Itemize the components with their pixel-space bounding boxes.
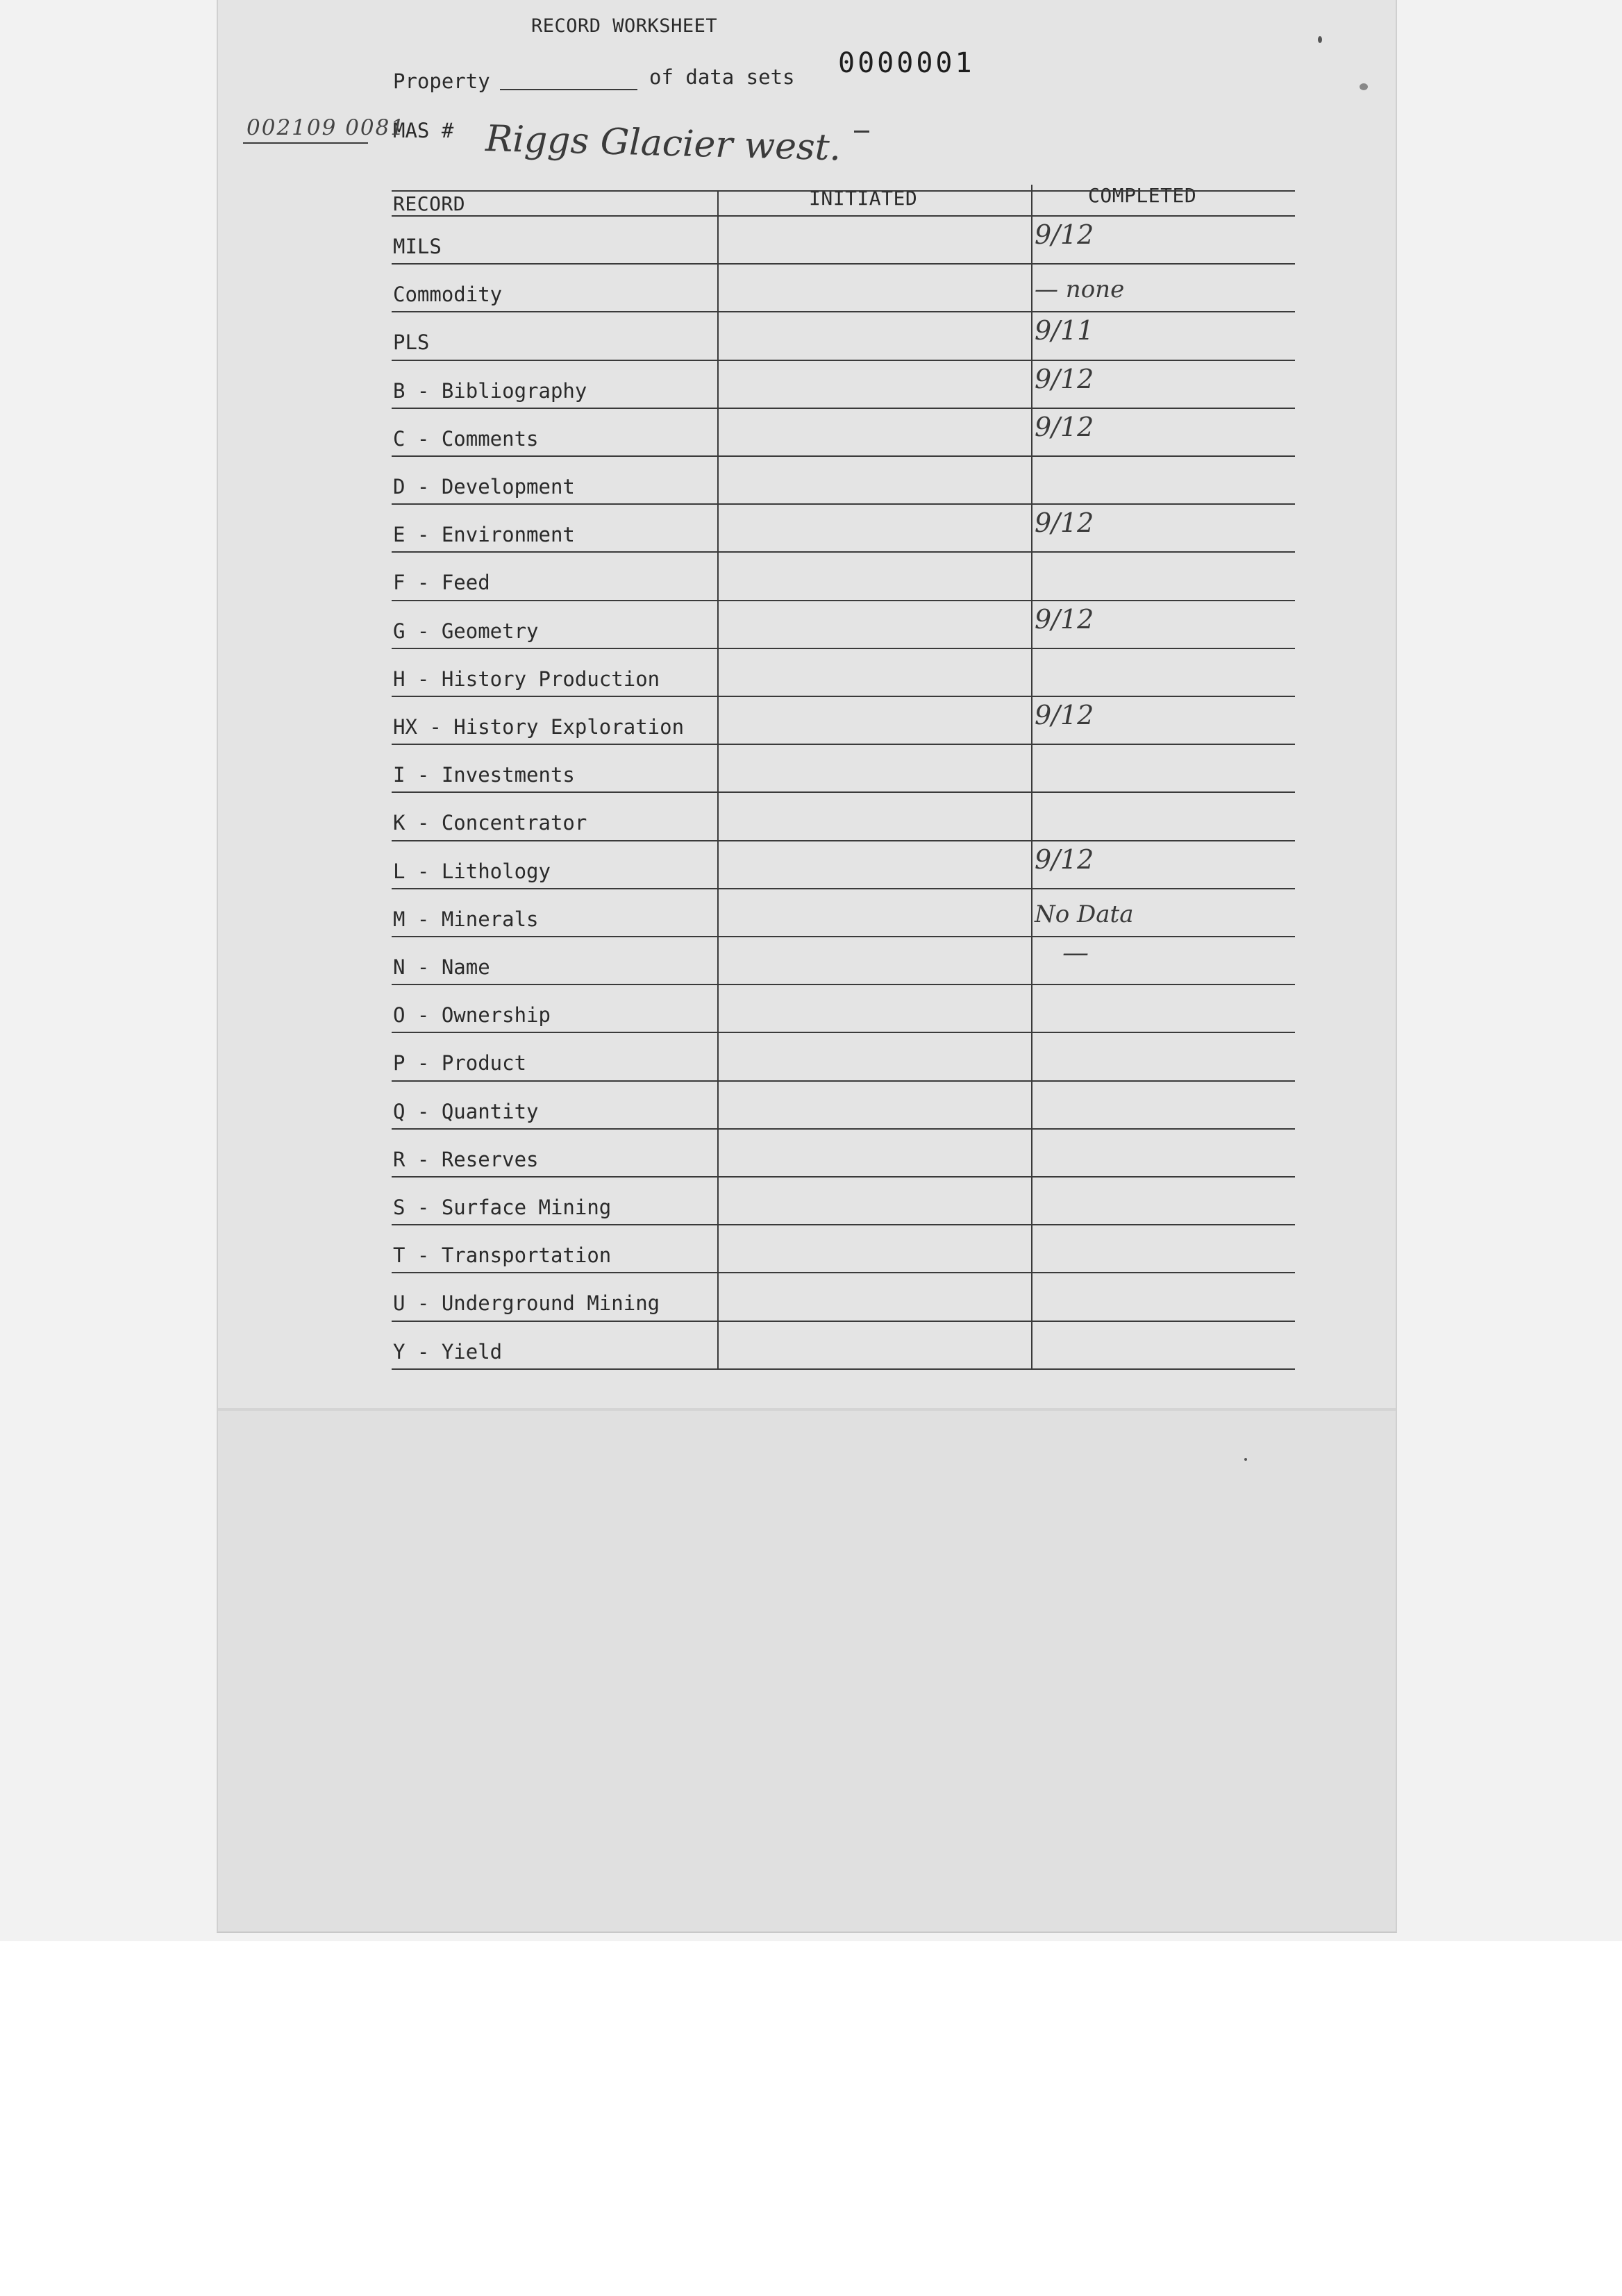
record-row-label: U - Underground Mining xyxy=(393,1291,660,1316)
table-row-rule xyxy=(392,696,1295,697)
table-row-rule xyxy=(392,744,1295,745)
table-row-rule xyxy=(392,648,1295,649)
completed-entry: 9/11 xyxy=(1035,315,1094,346)
scan-speck xyxy=(1360,83,1368,90)
record-row-label: K - Concentrator xyxy=(393,811,587,835)
table-row-rule xyxy=(392,791,1295,793)
column-header-record: RECORD xyxy=(393,192,466,215)
completed-entry: No Data xyxy=(1035,900,1134,928)
table-row-rule xyxy=(392,263,1295,265)
table-row-rule xyxy=(392,408,1295,409)
record-row-label: HX - History Exploration xyxy=(393,715,685,739)
table-row-rule xyxy=(392,1272,1295,1273)
record-row-label: G - Geometry xyxy=(393,619,539,643)
table-row-rule xyxy=(392,455,1295,457)
completed-entry: 9/12 xyxy=(1035,700,1094,730)
completed-entry: — xyxy=(1062,937,1089,968)
property-name-handwritten: Riggs Glacier west. xyxy=(485,118,842,169)
record-row-label: H - History Production xyxy=(393,667,660,691)
table-row-rule xyxy=(392,936,1295,937)
column-header-initiated: INITIATED xyxy=(809,187,918,210)
table-row-rule xyxy=(392,1368,1295,1370)
property-label: Property xyxy=(393,69,490,93)
record-row-label: I - Investments xyxy=(393,763,575,787)
table-row-rule xyxy=(392,1224,1295,1225)
scan-speck xyxy=(1318,36,1322,43)
handwritten-dash xyxy=(854,131,869,133)
record-row-label: B - Bibliography xyxy=(393,378,587,403)
table-top-rule xyxy=(392,190,1295,192)
completed-entry: 9/12 xyxy=(1035,508,1094,539)
record-row-label: Q - Quantity xyxy=(393,1099,539,1123)
record-row-label: C - Comments xyxy=(393,426,539,451)
table-row-rule xyxy=(392,984,1295,985)
table-row-rule xyxy=(392,551,1295,553)
table-row-rule xyxy=(392,360,1295,361)
table-row-rule xyxy=(392,600,1295,601)
record-row-label: O - Ownership xyxy=(393,1003,551,1028)
mas-label: MAS # xyxy=(393,119,454,142)
completed-entry: 9/12 xyxy=(1035,363,1094,394)
mas-underline xyxy=(243,142,368,144)
column-header-completed: COMPLETED xyxy=(1088,184,1197,207)
record-row-label: F - Feed xyxy=(393,571,490,595)
record-row-label: E - Environment xyxy=(393,523,575,547)
completed-entry: 9/12 xyxy=(1035,603,1094,635)
completed-entry: 9/12 xyxy=(1035,844,1094,875)
table-row-rule xyxy=(392,1080,1295,1082)
mas-number: 002109 0081 xyxy=(246,115,406,140)
completed-entry: — none xyxy=(1035,276,1125,304)
header-bottom-rule xyxy=(392,215,1295,217)
property-blank-line xyxy=(500,89,637,90)
of-data-sets-label: of data sets xyxy=(649,65,795,89)
completed-column-divider xyxy=(1031,185,1032,1368)
table-row-rule xyxy=(392,311,1295,312)
table-row-rule xyxy=(392,840,1295,841)
record-row-label: N - Name xyxy=(393,955,490,979)
record-row-label: R - Reserves xyxy=(393,1147,539,1171)
record-row-label: P - Product xyxy=(393,1051,527,1075)
record-row-label: S - Surface Mining xyxy=(393,1196,612,1219)
record-row-label: PLS xyxy=(393,330,430,355)
table-row-rule xyxy=(392,503,1295,505)
record-row-label: Commodity xyxy=(393,283,503,307)
table-row-rule xyxy=(392,1128,1295,1130)
initiated-column-divider xyxy=(717,190,719,1368)
paper-fold-line xyxy=(218,1408,1396,1411)
record-row-label: Y - Yield xyxy=(393,1339,503,1364)
record-row-label: T - Transportation xyxy=(393,1243,612,1268)
scan-speck xyxy=(1244,1458,1247,1461)
record-row-label: M - Minerals xyxy=(393,907,539,931)
table-row-rule xyxy=(392,1321,1295,1322)
table-row-rule xyxy=(392,1032,1295,1033)
lower-fold-area xyxy=(218,1408,1396,1932)
completed-entry: 9/12 xyxy=(1035,411,1094,442)
completed-entry: 9/12 xyxy=(1035,219,1094,250)
record-row-label: L - Lithology xyxy=(393,859,551,883)
worksheet-title: RECORD WORKSHEET xyxy=(531,15,718,37)
table-row-rule xyxy=(392,888,1295,889)
record-row-label: D - Development xyxy=(393,475,575,498)
document-number: 0000001 xyxy=(838,47,975,79)
table-row-rule xyxy=(392,1176,1295,1178)
record-row-label: MILS xyxy=(393,235,442,258)
